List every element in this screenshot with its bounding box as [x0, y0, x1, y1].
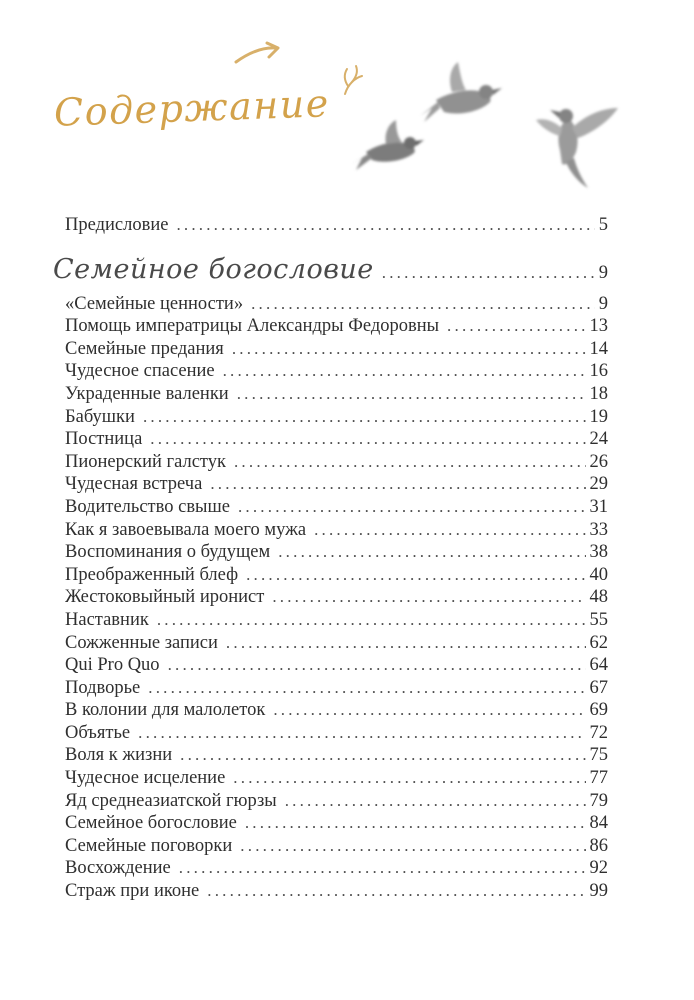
- bird-top-icon: [420, 62, 502, 122]
- toc-entry: [65, 293, 608, 316]
- toc-entry-page: 31: [589, 496, 608, 517]
- dot-leader: [179, 857, 586, 880]
- toc-entry: [65, 360, 608, 383]
- toc-entry-label: Объятье: [65, 722, 131, 743]
- dot-leader: [245, 812, 586, 835]
- toc-section-page: 9: [598, 262, 608, 283]
- dot-leader: [273, 699, 585, 722]
- toc-entry-page: 84: [589, 813, 608, 834]
- toc-entry: [65, 722, 608, 745]
- toc-entry-page: 33: [589, 519, 608, 540]
- toc-entry: [65, 767, 608, 790]
- dot-leader: [246, 564, 585, 587]
- toc-section-header: [53, 253, 608, 286]
- toc-entry-page: 5: [598, 215, 608, 235]
- toc-entry-page: 48: [589, 587, 608, 608]
- dot-leader: [210, 473, 585, 496]
- toc-entry-label: Подворье: [65, 677, 141, 698]
- toc-entry-label: Украденные валенки: [65, 383, 229, 404]
- dot-leader: [237, 383, 586, 406]
- toc-entry: [65, 519, 608, 542]
- toc-entry-label: «Семейные ценности»: [65, 293, 244, 314]
- toc-entry: [65, 677, 608, 700]
- toc-entry-page: 14: [589, 338, 608, 359]
- table-of-contents: [53, 214, 608, 903]
- toc-entry: [65, 428, 608, 451]
- toc-entry-page: 99: [589, 881, 608, 902]
- toc-entry-page: 13: [589, 316, 608, 337]
- toc-entry: [65, 654, 608, 677]
- toc-entry-label: Постница: [65, 429, 143, 450]
- toc-entry: [65, 609, 608, 632]
- toc-entry: [65, 632, 608, 655]
- toc-entry-page: 55: [589, 609, 608, 630]
- dot-leader: [143, 406, 586, 429]
- toc-entry-label: Qui Pro Quo: [65, 655, 160, 676]
- toc-entry: [65, 315, 608, 338]
- dot-leader: [176, 214, 594, 237]
- toc-entry: [65, 383, 608, 406]
- toc-entry: [65, 586, 608, 609]
- toc-entry-label: Страж при иконе: [65, 881, 200, 902]
- dot-leader: [382, 257, 595, 289]
- bird-left-icon: [352, 120, 424, 170]
- dot-leader: [168, 654, 586, 677]
- toc-entry-page: 40: [589, 564, 608, 585]
- dot-leader: [240, 835, 585, 858]
- dot-leader: [272, 586, 585, 609]
- page-title: Содержание: [53, 81, 331, 135]
- toc-entry-label: Восхождение: [65, 858, 171, 879]
- toc-entry-label: Наставник: [65, 609, 149, 630]
- toc-entry-label: В колонии для малолеток: [65, 700, 266, 721]
- dot-leader: [138, 722, 585, 745]
- leaf-doodle: [345, 66, 362, 94]
- toc-entry-page: 9: [598, 293, 608, 314]
- toc-entry-page: 16: [589, 361, 608, 382]
- toc-entry-page: 38: [589, 542, 608, 563]
- toc-entry-page: 92: [589, 858, 608, 879]
- toc-entry-label: Чудесное спасение: [65, 361, 215, 382]
- dot-leader: [180, 744, 585, 767]
- toc-entry: [65, 880, 608, 903]
- toc-entry: [65, 790, 608, 813]
- toc-entry-page: 24: [589, 429, 608, 450]
- toc-entry: [65, 473, 608, 496]
- bird-illustration: [352, 62, 618, 188]
- toc-entry: [65, 812, 608, 835]
- dot-leader: [232, 338, 586, 361]
- toc-section-label: Семейное богословие: [53, 253, 374, 285]
- toc-entry-label: Чудесное исцеление: [65, 768, 226, 789]
- dot-leader: [148, 677, 585, 700]
- arrow-doodle: [236, 43, 278, 62]
- toc-entry: [65, 564, 608, 587]
- toc-entry-label: Бабушки: [65, 406, 135, 427]
- toc-entry-page: 19: [589, 406, 608, 427]
- dot-leader: [285, 790, 586, 813]
- toc-entry-label: Семейные поговорки: [65, 835, 233, 856]
- dot-leader: [233, 767, 585, 790]
- toc-entry-page: 69: [589, 700, 608, 721]
- toc-entry-page: 62: [589, 632, 608, 653]
- toc-entry-page: 29: [589, 474, 608, 495]
- toc-entry-label: Яд среднеазиатской гюрзы: [65, 790, 277, 811]
- toc-entry-label: Водительство свыше: [65, 496, 230, 517]
- toc-entry: [65, 496, 608, 519]
- dot-leader: [150, 428, 585, 451]
- toc-entry: [65, 835, 608, 858]
- dot-leader: [157, 609, 586, 632]
- toc-entry-label: Помощь императрицы Александры Федоровны: [65, 316, 440, 337]
- dot-leader: [234, 451, 586, 474]
- toc-entry-page: 72: [589, 722, 608, 743]
- bird-right-icon: [536, 108, 618, 188]
- dot-leader: [278, 541, 585, 564]
- toc-entry-label: Как я завоевывала моего мужа: [65, 519, 307, 540]
- toc-entry-label: Жестоковыйный иронист: [65, 587, 265, 608]
- toc-entry-label: Пионерский галстук: [65, 451, 226, 472]
- toc-entry-label: Преображенный блеф: [65, 564, 239, 585]
- toc-entry-page: 67: [589, 677, 608, 698]
- toc-entry-label: Воспоминания о будущем: [65, 542, 271, 563]
- toc-entry-page: 79: [589, 790, 608, 811]
- toc-entry: [65, 744, 608, 767]
- toc-entry-label: Семейные предания: [65, 338, 224, 359]
- dot-leader: [447, 315, 585, 338]
- dot-leader: [251, 293, 595, 316]
- toc-entry: [65, 699, 608, 722]
- toc-entry: [65, 406, 608, 429]
- dot-leader: [226, 632, 586, 655]
- toc-entry: [65, 338, 608, 361]
- toc-entry-page: 86: [589, 835, 608, 856]
- dot-leader: [223, 360, 586, 383]
- toc-entry-label: Семейное богословие: [65, 813, 237, 834]
- toc-entry-label: Предисловие: [65, 215, 169, 235]
- toc-entry-preface: [65, 214, 608, 237]
- toc-entry-page: 64: [589, 655, 608, 676]
- toc-entry: [65, 857, 608, 880]
- toc-entry-page: 77: [589, 768, 608, 789]
- dot-leader: [238, 496, 586, 519]
- toc-entry-label: Чудесная встреча: [65, 474, 203, 495]
- dot-leader: [314, 519, 585, 542]
- toc-entry-page: 18: [589, 383, 608, 404]
- toc-entry: [65, 451, 608, 474]
- dot-leader: [207, 880, 585, 903]
- toc-entry: [65, 541, 608, 564]
- toc-entry-page: 75: [589, 745, 608, 766]
- toc-entry-label: Воля к жизни: [65, 745, 173, 766]
- toc-entry-page: 26: [589, 451, 608, 472]
- toc-entry-label: Сожженные записи: [65, 632, 218, 653]
